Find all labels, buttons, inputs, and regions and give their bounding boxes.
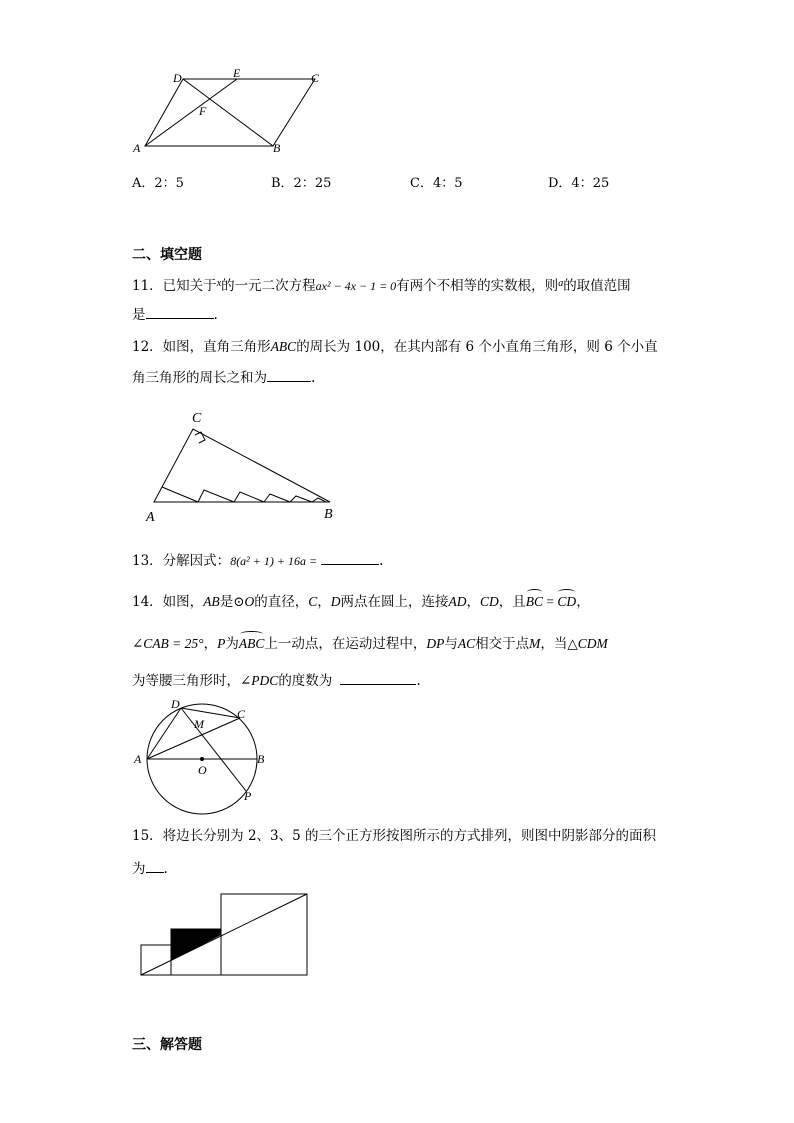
label-b: B: [257, 752, 265, 766]
label-e: E: [233, 66, 241, 80]
q11-answer-blank[interactable]: [146, 304, 214, 319]
label-a: A: [134, 752, 142, 766]
circle-figure: [130, 694, 280, 812]
label-o: O: [198, 763, 207, 777]
label-a: A: [133, 141, 141, 155]
q11-line1: 11．已知关于$^x$的一元二次方程ax² − 4x − 1 = 0有两个不相等的实数根，则$^a$的取值范围: [132, 278, 631, 294]
q14-answer-blank[interactable]: [340, 670, 416, 685]
q14-line2: ∠CAB = 25°，P为ABC上一动点，在运动过程中，DP与AC相交于点M，当△CDM: [132, 636, 608, 652]
label-c: C: [237, 707, 246, 721]
center-point: [200, 757, 204, 761]
q15-answer-blank[interactable]: [146, 858, 164, 873]
q14-line1: 14．如图，AB是⊙O的直径，C，D两点在圆上，连接AD，CD，且BC = CD，: [132, 594, 590, 610]
section-title-fill-blank: 二、填空题: [132, 247, 202, 263]
q13-answer-blank[interactable]: [321, 550, 379, 565]
q13-line: 13．分解因式：8(a² + 1) + 16a = .: [132, 550, 383, 571]
label-c: C: [192, 411, 202, 426]
q12-line2: 角三角形的周长之和为 .: [132, 367, 315, 388]
q15-line2: 为 .: [132, 858, 168, 879]
parallelogram-figure: [125, 62, 335, 162]
label-c: C: [311, 71, 320, 85]
q14-line3: 为等腰三角形时，∠PDC的度数为 .: [132, 670, 421, 691]
q15-line1: 15．将边长分别为 2、3、5 的三个正方形按图所示的方式排列，则图中阴影部分的面积: [132, 828, 657, 844]
label-b: B: [324, 507, 333, 522]
label-d: D: [171, 697, 180, 711]
option-d: D．4：25: [548, 176, 610, 191]
q12-answer-blank[interactable]: [267, 367, 311, 382]
option-a: A．2：5: [132, 176, 184, 191]
label-b: B: [273, 141, 281, 155]
q12-line1: 12．如图，直角三角形ABC的周长为 100，在其内部有 6 个小直角三角形，则 6 个小直: [132, 339, 658, 355]
option-c: C．4：5: [410, 176, 463, 191]
option-b: B．2：25: [271, 176, 332, 191]
label-p: P: [244, 789, 252, 803]
squares-figure: [138, 890, 313, 980]
section-title-solve: 三、解答题: [132, 1037, 202, 1053]
label-d: D: [173, 71, 182, 85]
label-a: A: [146, 510, 155, 525]
q11-line2: 是 .: [132, 304, 218, 325]
label-f: F: [199, 104, 207, 118]
right-triangle-figure: [140, 404, 350, 529]
label-m: M: [194, 717, 204, 731]
